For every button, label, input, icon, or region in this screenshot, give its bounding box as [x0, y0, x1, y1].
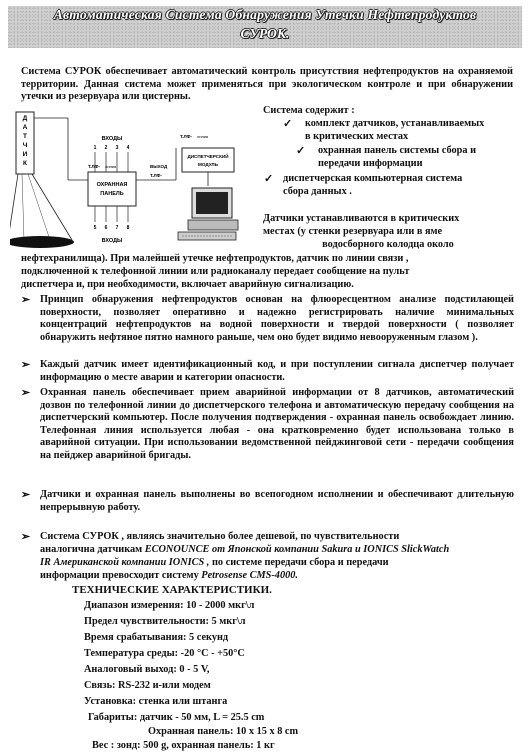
comparison-line-3: IR Американской компании IONICS , по системе передачи сбора и передачи — [40, 557, 389, 568]
contains-item-1-line-1: комплект датчиков, устанавливаемых — [305, 118, 485, 129]
system-contains-heading: Система содержит : — [263, 105, 355, 116]
sensors-line-1: Датчики устанавливаются в критических — [263, 213, 460, 224]
inputs-bottom-label: ВХОДЫ — [101, 238, 123, 244]
input-number: 6 — [104, 225, 108, 231]
check-icon: ✓ — [264, 173, 274, 185]
svg-text:Ч: Ч — [22, 142, 28, 149]
spec-item: Аналоговый выход: 0 - 5 V, — [84, 664, 210, 675]
spec-item: Диапазон измерения: 10 - 2000 мкг\л — [84, 600, 255, 611]
phone-line-left-label: Т.ЛФ- — [88, 164, 100, 169]
input-number: 4 — [126, 145, 130, 151]
panel-label-2: ПАНЕЛЬ — [100, 191, 124, 197]
oil-spot — [10, 236, 74, 248]
contains-item-1-line-2: в критических местах — [305, 131, 409, 142]
bullet-arrow-icon: ➢ — [21, 531, 31, 543]
input-number: 7 — [115, 225, 119, 231]
output-label: ВЫХОД — [150, 164, 168, 169]
sensors-line-3: водосборного колодца около — [322, 239, 454, 250]
title-banner — [8, 6, 522, 48]
sensors-line-4: нефтехранилища). При малейшей утечке нефтепродуктов, датчик по линии связи , — [21, 253, 409, 264]
phone-line-right-label: Т.ЛФ- — [180, 134, 192, 139]
input-number: 3 — [115, 145, 119, 151]
specs-heading: ТЕХНИЧЕСКИЕ ХАРАКТЕРИСТИКИ. — [72, 584, 272, 596]
svg-text:Т: Т — [23, 133, 27, 140]
svg-text:К: К — [23, 160, 27, 167]
intro-paragraph: Система СУРОК обеспечивает автоматический контроль присутствия нефтепродуктов на охраняемой территории. Данная система может применяться при экологическом контроле и при обнаружении утечки из резервуара или цистерны. — [21, 66, 513, 103]
spec-item: Габариты: датчик - 50 мм, L = 25.5 cm — [88, 712, 265, 723]
check-icon: ✓ — [296, 145, 306, 157]
spec-item: Вес : зонд: 500 g, охранная панель: 1 кг — [92, 740, 275, 751]
contains-item-3-line-2: сбора данных . — [283, 186, 352, 197]
sensors-line-6: диспетчера и, при необходимости, включает аварийную сигнализацию. — [21, 279, 354, 290]
bullet-arrow-icon: ➢ — [21, 387, 31, 399]
comparison-line-4: информации превосходит систему Petrosense CMS-4000. — [40, 570, 298, 581]
bullet-arrow-icon: ➢ — [21, 359, 31, 371]
module-label-2: МОДУЛЬ — [198, 162, 218, 167]
input-number: 1 — [93, 145, 97, 151]
comparison-line-2: аналогична датчикам ECONOUNCE от Японской компании Sakura и IONICS SlickWatch — [40, 544, 450, 555]
input-number: 5 — [93, 225, 97, 231]
line-right-label: линия — [197, 134, 209, 139]
svg-text:А: А — [22, 124, 28, 131]
bullet-arrow-icon: ➢ — [21, 294, 31, 306]
bullet-4: Датчики и охранная панель выполнены во всепогодном исполнении и обеспечивают длительную непрерывную работу. — [40, 489, 514, 513]
bullet-1: Принцип обнаружения нефтепродуктов основан на флюоресцентном анализе подстилающей поверхности, позволяет оперативно и надежно регистрировать наличие минимальных концентраций нефтепродуктов на водной поверхности и твердой поверхности ( позволяет обнаружить нефтяное пятно намного раньше, чем оно будет видимо невооруженным глазом ). — [40, 294, 514, 343]
spec-item: Установка: стенка или штанга — [84, 696, 228, 707]
title-line-1: Автоматическая Система Обнаружения Утечки Нефтепродуктов — [53, 7, 477, 22]
guard-panel-box — [88, 172, 136, 206]
inputs-top-label: ВХОДЫ — [101, 136, 123, 142]
comparison-line-1: Система СУРОК , являясь значительно более дешевой, по чувствительности — [40, 531, 400, 542]
contains-item-2-line-2: передачи информации — [318, 158, 423, 169]
spec-item: Предел чувствительности: 5 мкг\л — [84, 616, 246, 627]
line-left-label: линия — [105, 164, 117, 169]
spec-item: Охранная панель: 10 x 15 x 8 cm — [148, 726, 299, 737]
contains-item-3-line-1: диспетчерская компьютерная система — [283, 173, 463, 184]
bullet-3: Охранная панель обеспечивает прием аварийной информации от 8 датчиков, автоматический дозвон по телефонной линии до диспетчерского телефона и автоматическую передачу сообщения на диспетчерский компьютер. После получения подтверждения - охранная панель освобождает линию. Телефонная линия используется любая - она кратковременно будет использована только в аварийной ситуации. При использовании ведомственной пейджинговой сети - передачи сообщения на пейджер аварийной бригады. — [40, 387, 514, 461]
sensor-label-1: Д — [22, 115, 28, 122]
svg-text:Т.ЛФ-: Т.ЛФ- — [150, 173, 162, 178]
title-line-2: СУРОК. — [240, 26, 290, 41]
spec-item: Время срабатывания: 5 секунд — [84, 632, 229, 643]
input-number: 2 — [104, 145, 108, 151]
bullet-2: Каждый датчик имеет идентификационный код, и при поступлении сигнала диспетчер получает информацию о месте аварии и категории опасности. — [40, 359, 514, 383]
contains-item-2-line-1: охранная панель системы сбора и — [318, 145, 477, 156]
input-number: 8 — [126, 225, 130, 231]
computer-icon — [178, 188, 238, 240]
check-icon: ✓ — [283, 118, 293, 130]
dispatcher-module-box — [182, 148, 234, 172]
panel-label-1: ОХРАННАЯ — [96, 182, 128, 188]
spec-item: Связь: RS-232 и-или модем — [84, 680, 211, 691]
sensors-line-5: подключенной к телефонной линии или радиоканалу передает сообщение на пульт — [21, 266, 410, 277]
bullet-arrow-icon: ➢ — [21, 489, 31, 501]
spec-item: Температура среды: -20 °C - +50°C — [84, 648, 245, 659]
module-label-1: ДИСПЕТЧЕРСКИЙ — [187, 154, 229, 159]
sensors-line-2: местах (у стенки резервуара или в яме — [263, 226, 443, 237]
system-diagram — [10, 108, 260, 258]
svg-text:И: И — [22, 151, 28, 158]
